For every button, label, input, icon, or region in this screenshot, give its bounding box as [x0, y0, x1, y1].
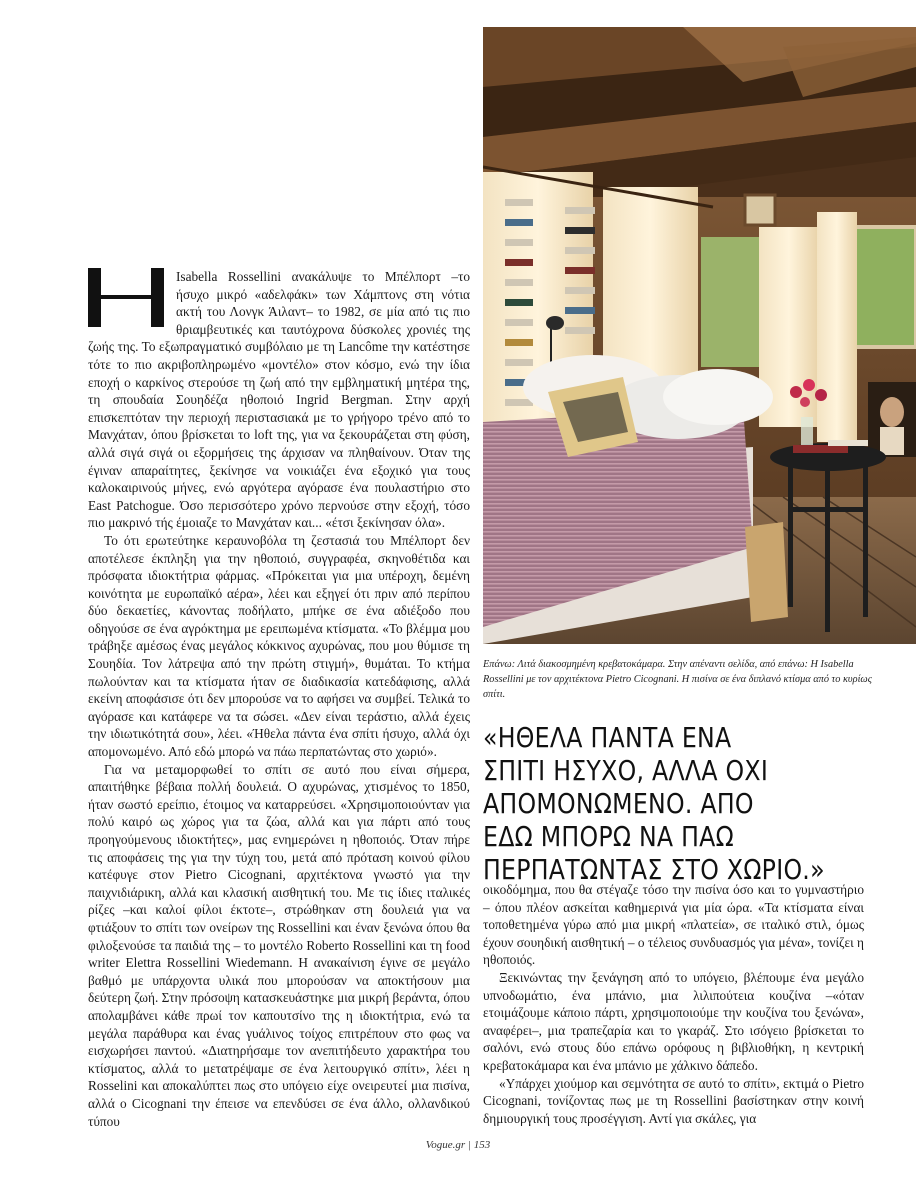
pull-quote-line-5: ΠΕΡΠΑΤΩΝΤΑΣ ΣΤΟ ΧΩΡΙΟ.»: [483, 854, 825, 886]
pull-quote-line-4: ΕΔΩ ΜΠΟΡΩ ΝΑ ΠΑΩ: [483, 821, 734, 853]
pull-quote-line-3: ΑΠΟΜΟΝΩΜΕΝΟ. ΑΠΟ: [483, 788, 754, 820]
page-footer: [0, 1139, 916, 1151]
footer-separator: |: [467, 1139, 471, 1151]
page-number: 153: [473, 1139, 491, 1151]
article-paragraph-4: οικοδόμημα, που θα στέγαζε τόσο την πισίνα όσο και το γυμναστήριο – όπου πλέον ασκείται καθημερινά για μία ώρα. «Τα κτίσματα είναι τοποθετημένα γύρω από μια μικρή «πλατεία», σε ιταλικό στιλ, όμως έχουν σουηδική αισθητική – ο τέλειος συνδυασμός για μένα», τονίζει η ηθοποιός.: [483, 882, 864, 968]
article-paragraph-3: Για να μεταμορφωθεί το σπίτι σε αυτό που είναι σήμερα, απαιτήθηκε βέβαια πολλή δουλειά. Ο αχυρώνας, χτισμένος το 1850, ήταν σωστό ερείπιο, έτοιμος να καταρρεύσει. «Χρησιμοποιούνταν για πολύ καιρό ως χώρος για τα ζώα, αλλά και για πάρτι από τους προηγούμενους ιδιοκτήτες», μας ενημερώνει η ηθοποιός. Όταν πήρε τις αποφάσεις της για την τύχη του, μετά από πρόταση κοινού φίλου κατέφυγε στον Pietro Cicognani, αρχιτέκτονα γνωστό για την παιχνιδιάρικη, αλλά και κλασική αισθητική του. Με τις ίδιες ιταλικές ρίζες –και καλοί φίλοι έκτοτε–, στρώθηκαν στη δουλειά για να φτιάξουν το σπίτι των ονείρων της Rossellini και έναν ξενώνα όπου θα φιλοξενούσε τα παιδιά της – το μοντέλο Roberto Rossellini και τη food writer Elettra Rossellini Wiedemann. Η ανακαίνιση έγινε σε μεγάλο βαθμό με υπάρχοντα υλικά που μπορούσαν να αποκτήσουν μια δεύτερη ζωή. Στην πρόσοψη κατασκευάστηκε μια μικρή βεράντα, όπου απολαμβάνει κάθε πρωί τον καπουτσίνο της η ιδιοκτήτρια, ενώ τα μεγάλα παράθυρα και ένας γυάλινος τοίχος επιτρέπουν στο φως να εισχωρήσει παντού. «Διατηρήσαμε τον ανεπιτήδευτο χαρακτήρα του κτίσματος, αλλά το μετατρέψαμε σε ένα λειτουργικό σπίτι», λέει η Rosselini και αποκαλύπτει πως στο υπόγειο είχε ονειρευτεί μια πισίνα, αλλά ο Cicognani την έπεισε να επενδύσει σε ένα άλλο, ολλανδικού τύπου: [88, 761, 470, 1129]
article-right-column: [483, 881, 864, 1127]
pull-quote-line-1: «ΗΘΕΛΑ ΠΑΝΤΑ ΕΝΑ: [483, 722, 732, 754]
pull-quote-line-2: ΣΠΙΤΙ ΗΣΥΧΟ, ΑΛΛΑ ΟΧΙ: [483, 755, 769, 787]
article-paragraph-5: Ξεκινώντας την ξενάγηση από το υπόγειο, βλέπουμε ένα μεγάλο υπνοδωμάτιο, ένα μπάνιο, μια λιλιπούτεια κουζίνα –«όταν ετοιμάζουμε κάποιο πάρτι, χρησιμοποιούμε την κουζίνα του ξενώνα», αναφέρει–, μια τραπεζαρία και το γκαράζ. Στο ισόγειο βρίσκεται το σαλόνι, ενώ στους δύο επάνω ορόφους η βιβλιοθήκη, η κεντρική κρεβατοκάμαρα και ένα μπάνιο με χάλκινο δάπεδο.: [483, 969, 864, 1073]
photo-caption: Επάνω: Λιτά διακοσμημένη κρεβατοκάμαρα. Στην απέναντι σελίδα, από επάνω: Η Isabella Rossellini με τον αρχιτέκτονα Pietro Cicognani. Η πισίνα σε ένα διπλανό κτίσμα από το κυρίως σπίτι.: [483, 659, 872, 700]
article-paragraph-6: «Υπάρχει χιούμορ και σεμνότητα σε αυτό το σπίτι», εκτιμά ο Pietro Cicognani, τονίζοντας πως με τη Rossellini βασίστηκαν στην κοινή δημιουργική τους προσέγγιση. Αντί για σκάλες, για: [483, 1075, 864, 1126]
article-left-column: [88, 268, 470, 1130]
footer-site: Vogue.gr: [425, 1139, 466, 1151]
pull-quote: [483, 722, 836, 887]
drop-cap-eta: [88, 268, 164, 328]
article-paragraph-2: Το ότι ερωτεύτηκε κεραυνοβόλα τη ζεστασιά του Μπέλπορτ δεν αποτέλεσε έκπληξη για την ηθοποιό, συγγραφέα, σκηνοθέτιδα και πρόσφατα ιδιοκτήτρια φάρμας. «Πρόκειται για μια υπέροχη, δεμένη κοινότητα με ευρωπαϊκό αέρα», λέει και εξηγεί ότι πριν από περίπου δύο δεκαετίες, κάνοντας ποδήλατο, μπήκε σε ένα αδιέξοδο που οδηγούσε σε ένα αγρόκτημα με ερειπωμένα κτίσματα. «Το βλέμμα μου τράβηξε αμέσως ένας μεγάλος κόκκινος αχυρώνας, που μου θύμισε τη Σουηδία. Τον λάτρεψα από την πρώτη στιγμή», θυμάται. Το κτήμα πωλούνταν και τα κτίσματα ήταν σε διαδικασία κατεδάφισης, αλλά εκείνη αποφάσισε ότι δεν μπορούσε να το αφήσει να συμβεί. Τελικά το αγόρασε και κατάφερε να τα σώσει. «Δεν είναι τεράστιο, αλλά έχεις την ιδιωτικότητά σου», λέει. «Ήθελα πάντα ένα σπίτι ήσυχο, αλλά όχι απομονωμένο. Από εδώ μπορώ να πάω περπατώντας στο χωριό».: [88, 532, 470, 760]
bedroom-photo: [483, 27, 916, 644]
article-paragraph-1: Isabella Rossellini ανακάλυψε το Μπέλπορτ –το ήσυχο μικρό «αδελφάκι» των Χάμπτονς στη νότια ακτή του Λονγκ Άιλαντ– το 1982, σε μία από τις πιο θριαμβευτικές και ταυτόχρονα δύσκολες χρονιές της ζωής της. Το εξωπραγματικό συμβόλαιο με τη Lancôme την κατέστησε τότε το πιο ακριβοπληρωμένο «μοντέλο» στον κόσμο, ενώ την ίδια εποχή ο καρκίνος στερούσε τη ζωή από την εμβληματική μητέρα της, τη σπουδαία Σουηδέζα ηθοποιό Ingrid Bergman. Στην αρχή επισκεπτόταν την περιοχή περιστασιακά με το γρήγορο τρένο από το Μανχάταν, όπου βρίσκεται το loft της, για να ξεκουράζεται στη φύση, αλλά σιγά σιγά οι εξορμήσεις της άρχισαν να πληθαίνουν. Όταν της έγιναν απαραίτητες, ξεκίνησε να νοικιάζει ένα εξοχικό για τους καλοκαιρινούς μήνες, ενώ αργότερα αγόρασε ένα πουλαστήριο στο East Patchogue. Όσο περισσότερο χρόνο περνούσε στην εξοχή, τόσο πιο μακρινό τής έμοιαζε το Μανχάταν και... «έτσι ξεκίνησαν όλα».: [88, 269, 470, 531]
